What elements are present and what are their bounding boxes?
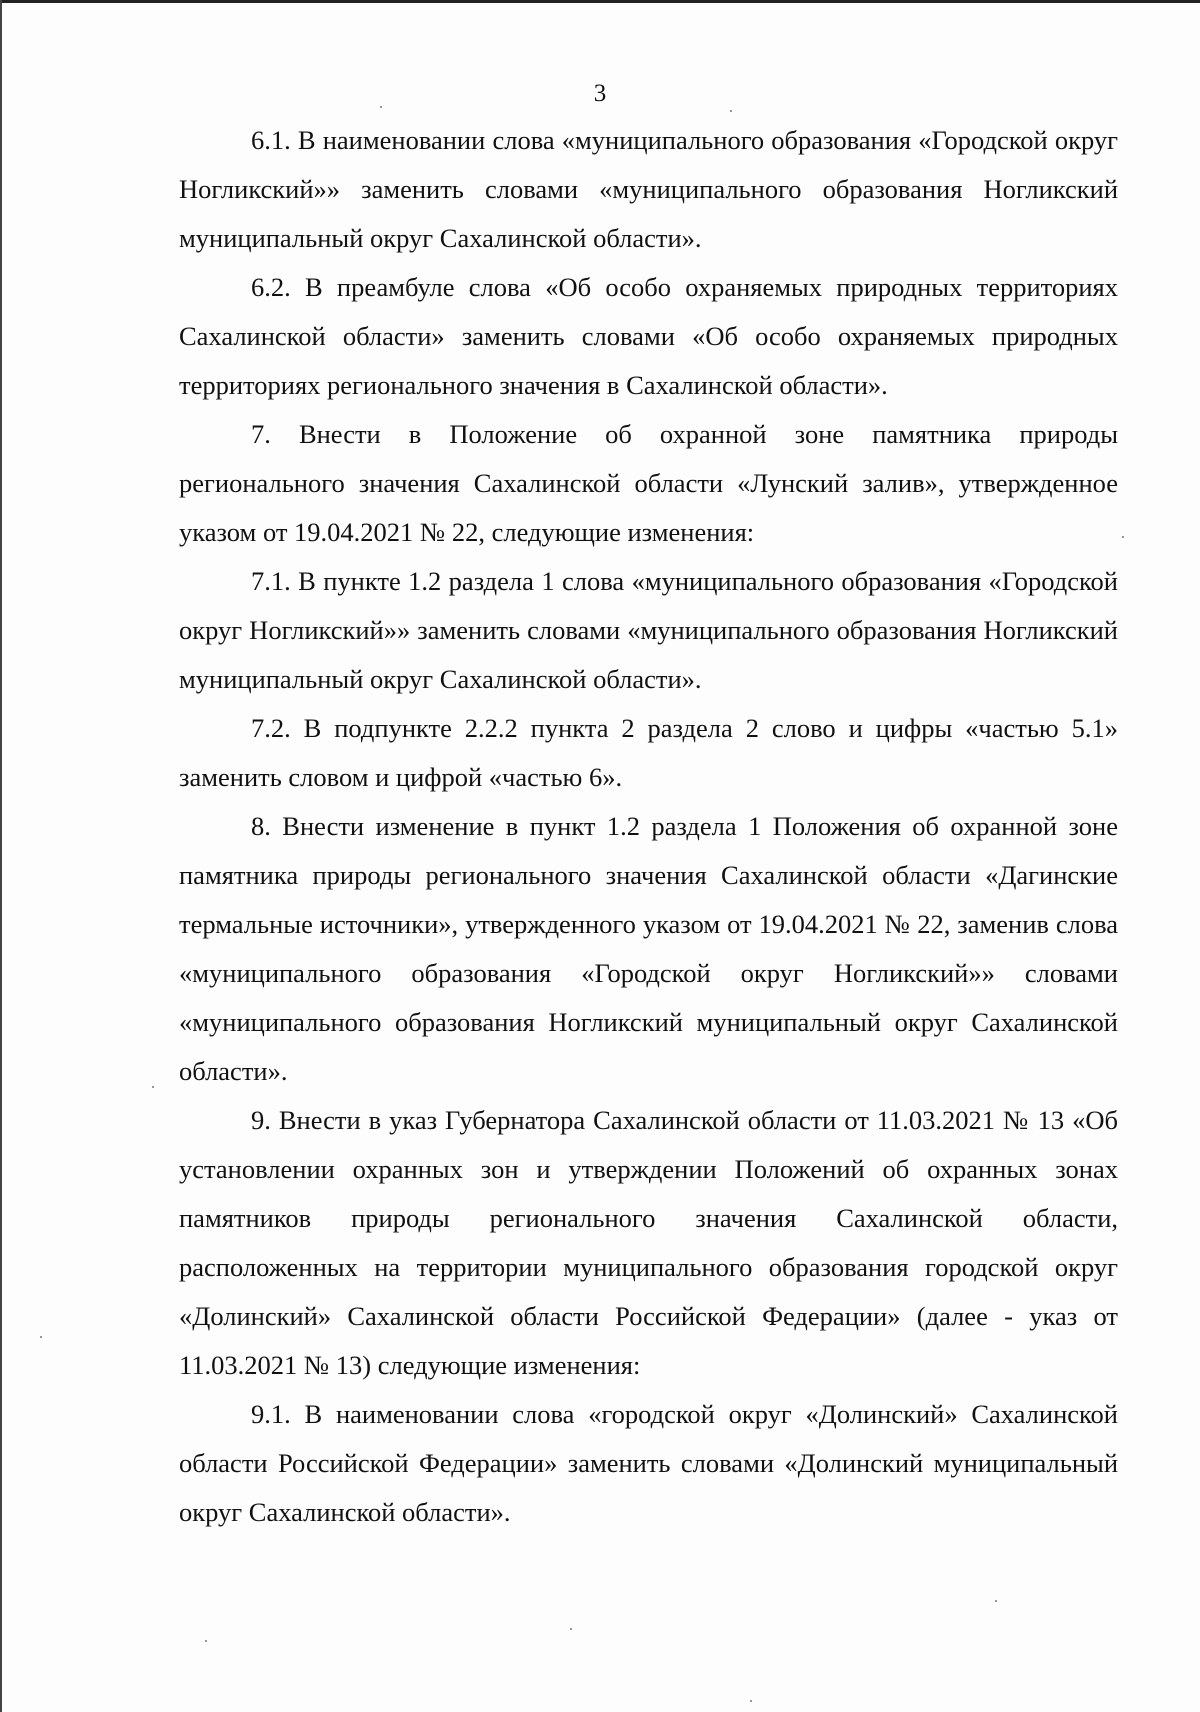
scan-speck	[750, 1700, 752, 1702]
page-number: 3	[593, 80, 607, 107]
document-body	[179, 116, 1118, 1537]
paragraph-9-1: 9.1. В наименовании слова «городской округ «Долинский» Сахалинской области Российской Федерации» заменить словами «Долинский муниципальный округ Сахалинской области».	[179, 1399, 1118, 1527]
scan-speck	[152, 1086, 154, 1088]
paragraph-7-1: 7.1. В пункте 1.2 раздела 1 слова «муниципального образования «Городской округ Ногликский»» заменить словами «муниципального образования Ногликский муниципальный округ Сахалинской области».	[179, 566, 1118, 694]
scan-speck	[1122, 536, 1124, 538]
scan-speck	[570, 1628, 572, 1630]
paragraph-6-2: 6.2. В преамбуле слова «Об особо охраняемых природных территориях Сахалинской области» заменить словами «Об особо охраняемых природных территориях регионального значения в Сахалинской области».	[179, 272, 1118, 400]
paragraph-9: 9. Внести в указ Губернатора Сахалинской области от 11.03.2021 № 13 «Об установлении охранных зон и утверждении Положений об охранных зонах памятников природы регионального значения Сахалинской области, расположенных на территории муниципального образования городской округ «Долинский» Сахалинской области Российской Федерации» (далее - указ от 11.03.2021 № 13) следующие изменения:	[179, 1105, 1118, 1380]
scan-speck	[40, 1336, 42, 1338]
scan-speck	[730, 110, 732, 112]
paragraph-7: 7. Внести в Положение об охранной зоне памятника природы регионального значения Сахалинской области «Лунский залив», утвержденное указом от 19.04.2021 № 22, следующие изменения:	[179, 419, 1118, 547]
scan-speck	[205, 1640, 207, 1642]
scan-speck	[380, 106, 382, 108]
paragraph-7-2: 7.2. В подпункте 2.2.2 пункта 2 раздела 2 слово и цифры «частью 5.1» заменить словом и цифрой «частью 6».	[179, 713, 1118, 792]
scan-edge-left	[0, 0, 2, 1712]
paragraph-6-1: 6.1. В наименовании слова «муниципального образования «Городской округ Ногликский»» заменить словами «муниципального образования Ногликский муниципальный округ Сахалинской области».	[179, 125, 1118, 253]
scan-edge-top	[0, 0, 1200, 3]
paragraph-8: 8. Внести изменение в пункт 1.2 раздела 1 Положения об охранной зоне памятника природы регионального значения Сахалинской области «Дагинские термальные источники», утвержденного указом от 19.04.2021 № 22, заменив слова «муниципального образования «Городской округ Ногликский»» словами «муниципального образования Ногликский муниципальный округ Сахалинской области».	[179, 811, 1118, 1086]
scan-speck	[995, 1600, 997, 1602]
